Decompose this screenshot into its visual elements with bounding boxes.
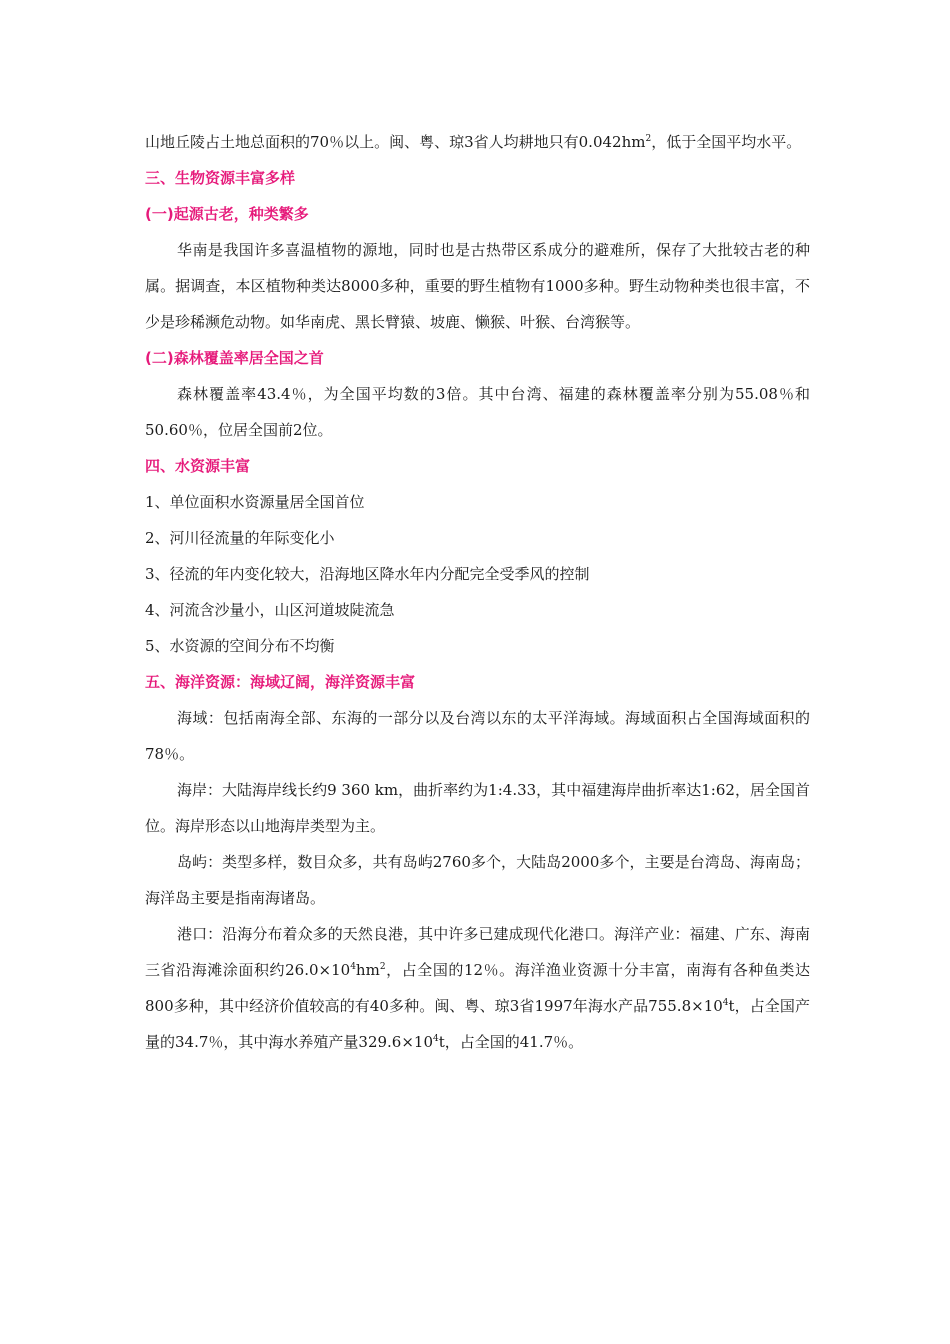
text-run: t，占全国产量的34.7％，其中海水养殖产量329.6×10	[145, 997, 810, 1051]
superscript: 2	[379, 962, 386, 972]
list-item: 4、河流含沙量小，山区河道坡陡流急	[145, 601, 395, 619]
list-item: 1、单位面积水资源量居全国首位	[145, 493, 365, 511]
paragraph-ports	[145, 916, 810, 1060]
text-run: ，低于全国平均水平。	[651, 133, 802, 151]
document-body	[145, 124, 810, 1060]
subheading-forest-coverage: (二)森林覆盖率居全国之首	[145, 349, 324, 367]
list-item: 5、水资源的空间分布不均衡	[145, 637, 335, 655]
heading-biological-resources: 三、生物资源丰富多样	[145, 169, 296, 187]
text-run: ，占全国的12％。海洋渔业资源十分丰富，南海有各种鱼类达800多种，其中经济价值较高的有40多种。闽、粤、琼3省1997年海水产品755.8×10	[145, 961, 810, 1015]
superscript: 4	[350, 962, 356, 972]
heading-ocean-resources: 五、海洋资源：海域辽阔，海洋资源丰富	[145, 673, 416, 691]
heading-water-resources: 四、水资源丰富	[145, 457, 251, 475]
text-run: hm	[355, 961, 380, 979]
paragraph-forest: 森林覆盖率43.4％，为全国平均数的3倍。其中台湾、福建的森林覆盖率分别为55.08％和50.60％，位居全国前2位。	[145, 385, 810, 439]
list-item: 3、径流的年内变化较大，沿海地区降水年内分配完全受季风的控制	[145, 565, 590, 583]
paragraph-land	[145, 124, 810, 160]
text-run: 港口：沿海分布着众多的天然良港，其中许多已建成现代化港口。海洋产业：福建、广东、海南三省沿海滩涂面积约26.0×10	[145, 925, 810, 979]
paragraph-islands: 岛屿：类型多样，数目众多，共有岛屿2760多个，大陆岛2000多个，主要是台湾岛、海南岛；海洋岛主要是指南海诸岛。	[145, 853, 810, 907]
superscript: 4	[433, 1034, 439, 1044]
text-run: 山地丘陵占土地总面积的70％以上。闽、粤、琼3省人均耕地只有0.042hm	[145, 133, 646, 151]
paragraph-coastline: 海岸：大陆海岸线长约9 360 km，曲折率约为1:4.33，其中福建海岸曲折率达1:62，居全国首位。海岸形态以山地海岸类型为主。	[145, 781, 810, 835]
subheading-ancient-origin: (一)起源古老，种类繁多	[145, 205, 309, 223]
paragraph-sea-area: 海域：包括南海全部、东海的一部分以及台湾以东的太平洋海域。海域面积占全国海域面积的78％。	[145, 709, 810, 763]
text-run: t，占全国的41.7％。	[438, 1033, 584, 1051]
superscript: 2	[645, 134, 652, 144]
paragraph-plants-animals: 华南是我国许多喜温植物的源地，同时也是古热带区系成分的避难所，保存了大批较古老的种属。据调查，本区植物种类达8000多种，重要的野生植物有1000多种。野生动物种类也很丰富，不少是珍稀濒危动物。如华南虎、黑长臂猿、坡鹿、懒猴、叶猴、台湾猴等。	[145, 241, 810, 331]
superscript: 4	[722, 998, 729, 1008]
list-item: 2、河川径流量的年际变化小	[145, 529, 335, 547]
